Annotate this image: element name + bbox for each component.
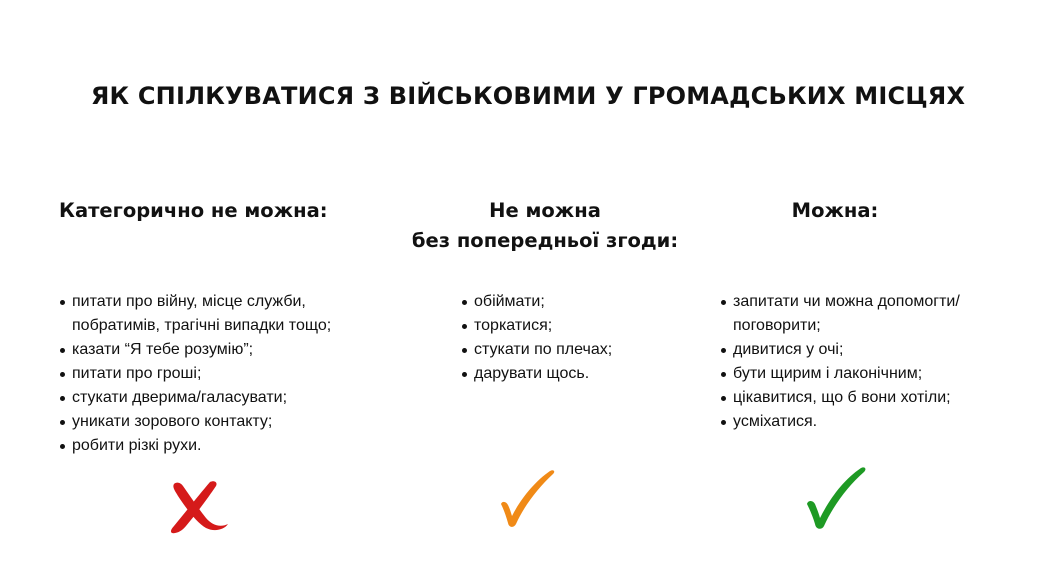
list-item — [59, 386, 331, 410]
list-item — [59, 290, 331, 338]
green-check-icon-stroke — [807, 467, 865, 528]
orange-check-icon-stroke — [501, 470, 554, 527]
list-item — [461, 362, 612, 386]
green-check-icon — [805, 466, 867, 530]
list-consent — [461, 290, 612, 386]
red-cross-icon — [166, 478, 230, 536]
page-title: ЯК СПІЛКУВАТИСЯ З ВІЙСЬКОВИМИ У ГРОМАДСЬКИХ МІСЦЯХ — [90, 82, 966, 110]
list-item-line: питати про гроші; — [72, 365, 202, 382]
list-item-line: казати “Я тебе розумію”; — [72, 341, 254, 358]
list-item — [461, 338, 612, 362]
list-item-line: бути щирим і лаконічним; — [733, 365, 923, 382]
list-item — [720, 386, 960, 410]
list-item — [59, 434, 331, 458]
list-item-line: стукати по плечах; — [474, 341, 613, 358]
list-item — [59, 362, 331, 386]
list-item — [720, 362, 960, 386]
orange-check-icon — [498, 468, 556, 528]
list-item-line: побратимів, трагічні випадки тощо; — [72, 317, 332, 334]
list-item-line: запитати чи можна допомогти/ — [733, 293, 960, 310]
list-item — [720, 290, 960, 338]
list-item-line: робити різкі рухи. — [72, 437, 202, 454]
list-item-line: уникати зорового контакту; — [72, 413, 273, 430]
list-item — [461, 290, 612, 314]
list-item-line: дарувати щось. — [474, 365, 590, 382]
list-item-line: обіймати; — [474, 293, 545, 310]
heading-allowed — [720, 196, 950, 226]
list-item — [59, 410, 331, 434]
list-item — [720, 338, 960, 362]
list-item-line: торкатися; — [474, 317, 553, 334]
list-item — [720, 410, 960, 434]
heading-forbidden-line: Категорично не можна: — [59, 199, 328, 222]
list-item-line: поговорити; — [733, 317, 821, 334]
heading-consent — [380, 196, 710, 256]
list-item-line: питати про війну, місце служби, — [72, 293, 306, 310]
list-item — [461, 314, 612, 338]
list-item-line: стукати дверима/галасувати; — [72, 389, 288, 406]
list-forbidden — [59, 290, 331, 458]
list-item — [59, 338, 331, 362]
heading-allowed-line: Можна: — [791, 199, 879, 222]
list-item-line: дивитися у очі; — [733, 341, 844, 358]
list-item-line: усміхатися. — [733, 413, 818, 430]
heading-consent-line: без попередньої згоди: — [411, 229, 679, 252]
list-allowed — [720, 290, 960, 434]
list-item-line: цікавитися, що б вони хотіли; — [733, 389, 951, 406]
heading-consent-line: Не можна — [489, 199, 601, 222]
heading-forbidden — [59, 196, 328, 226]
